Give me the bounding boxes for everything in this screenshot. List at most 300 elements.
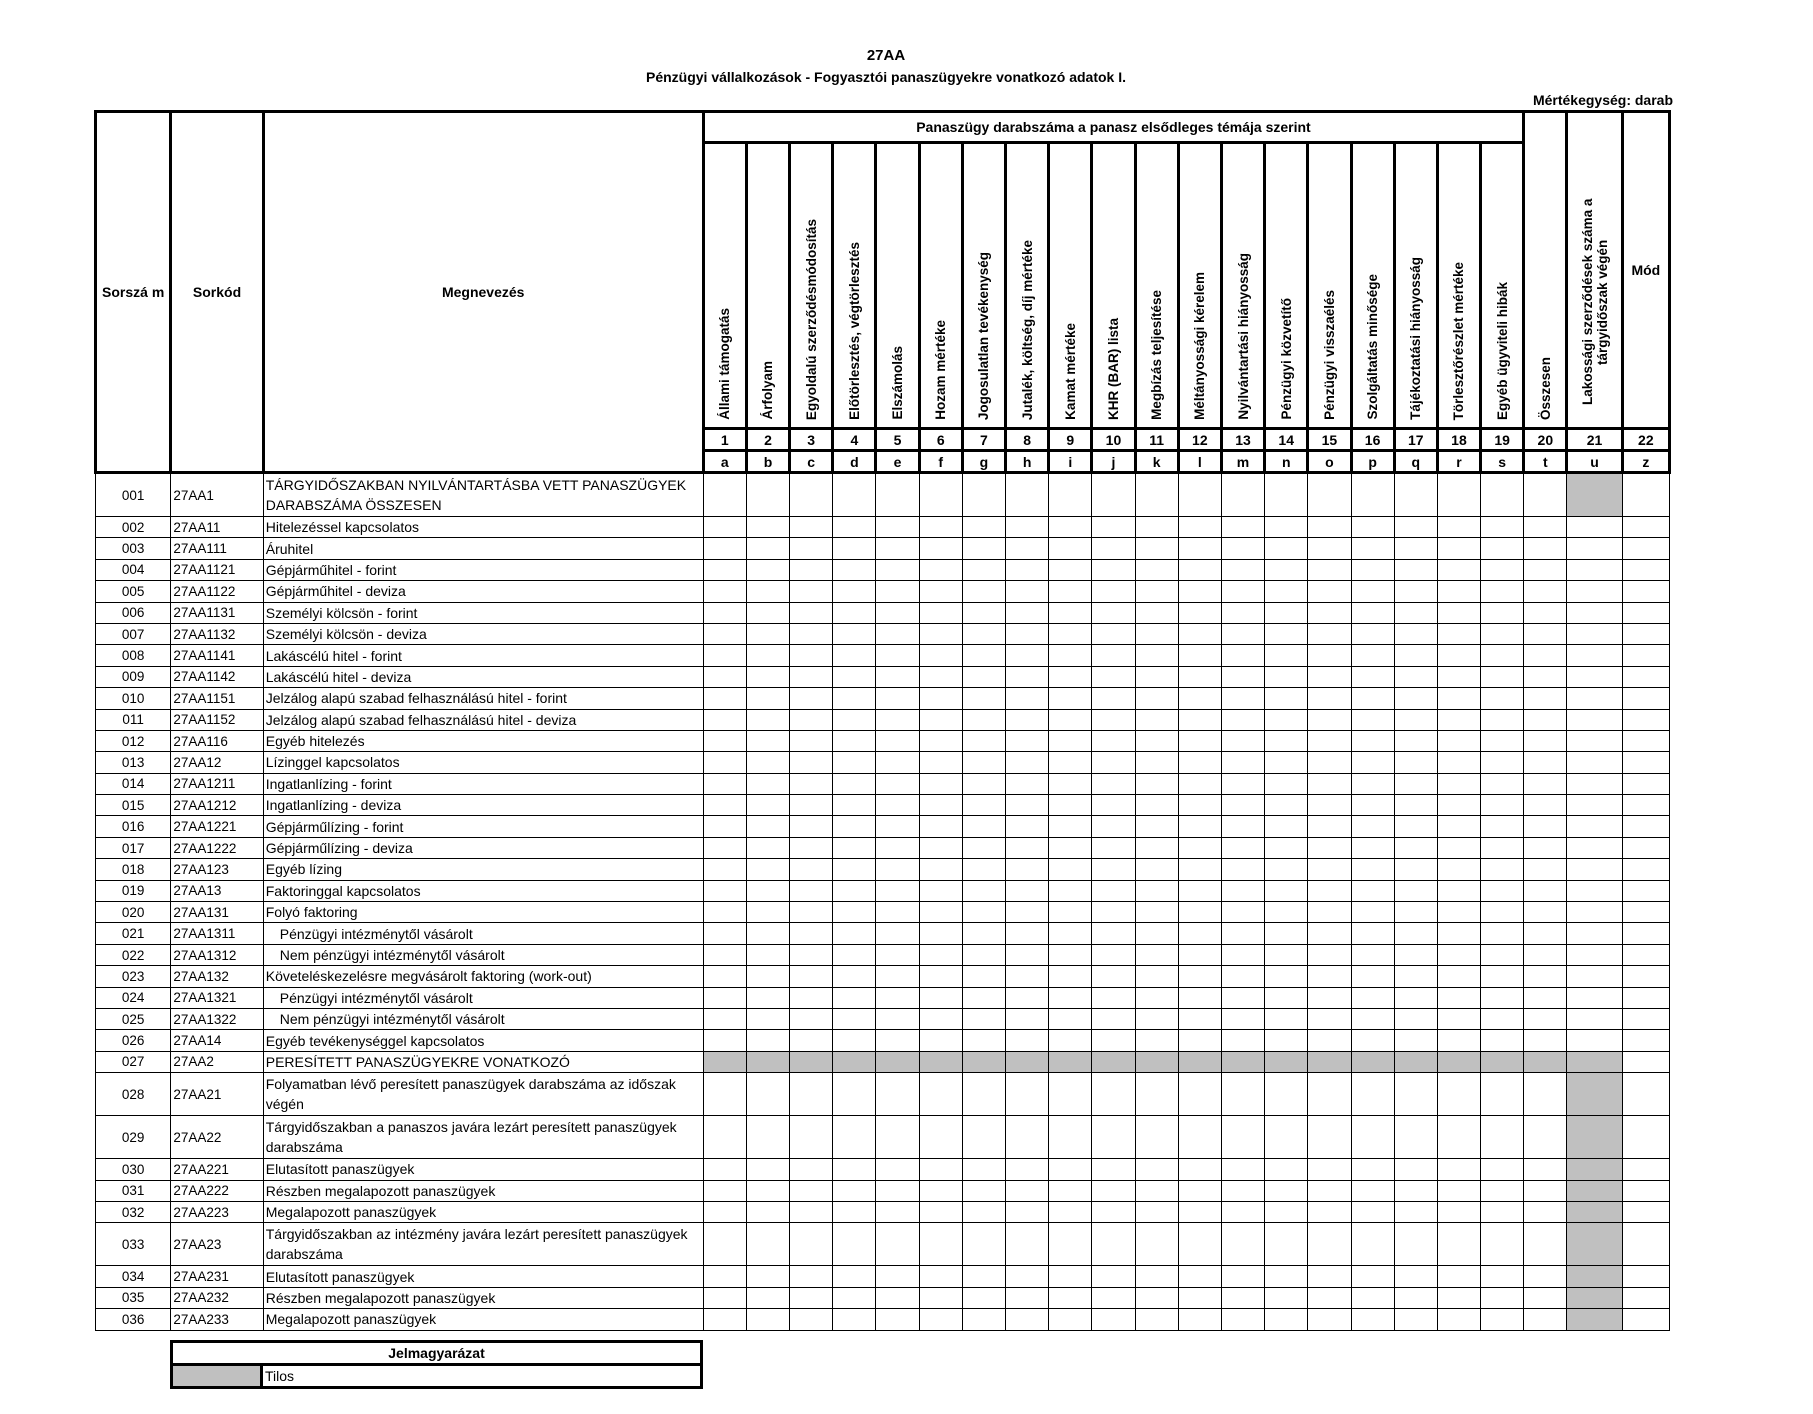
data-cell[interactable] [833, 795, 876, 816]
data-cell[interactable] [1524, 902, 1567, 923]
data-cell[interactable] [1437, 923, 1480, 944]
data-cell[interactable] [1006, 517, 1049, 538]
data-cell[interactable] [1351, 559, 1394, 580]
data-cell[interactable] [833, 473, 876, 517]
data-cell[interactable] [790, 473, 833, 517]
data-cell[interactable] [1524, 1159, 1567, 1180]
data-cell[interactable] [1308, 1287, 1351, 1308]
data-cell[interactable] [1394, 902, 1437, 923]
data-cell[interactable] [1481, 1266, 1524, 1287]
data-cell[interactable] [703, 923, 746, 944]
data-cell[interactable] [1049, 1116, 1092, 1159]
data-cell[interactable] [703, 880, 746, 901]
data-cell[interactable] [1351, 987, 1394, 1008]
data-cell[interactable] [1437, 1030, 1480, 1051]
data-cell[interactable] [1265, 666, 1308, 687]
data-cell[interactable] [1092, 1266, 1135, 1287]
data-cell[interactable] [746, 559, 789, 580]
data-cell[interactable] [790, 880, 833, 901]
data-cell[interactable] [1481, 1073, 1524, 1116]
data-cell[interactable] [1092, 752, 1135, 773]
data-cell[interactable] [1351, 773, 1394, 794]
data-cell[interactable] [1092, 1073, 1135, 1116]
data-cell[interactable] [1006, 602, 1049, 623]
data-cell[interactable] [746, 966, 789, 987]
data-cell[interactable] [919, 1201, 962, 1222]
data-cell[interactable] [1481, 538, 1524, 559]
data-cell[interactable] [1221, 859, 1264, 880]
data-cell[interactable] [703, 1223, 746, 1266]
data-cell[interactable] [962, 966, 1005, 987]
data-cell[interactable] [1308, 602, 1351, 623]
data-cell[interactable] [1481, 666, 1524, 687]
data-cell[interactable] [746, 1159, 789, 1180]
data-cell[interactable] [1351, 602, 1394, 623]
data-cell[interactable] [746, 709, 789, 730]
data-cell[interactable] [1351, 538, 1394, 559]
data-cell[interactable] [1308, 1309, 1351, 1330]
data-cell[interactable] [1308, 944, 1351, 965]
data-cell[interactable] [1178, 773, 1221, 794]
data-cell[interactable] [1221, 1201, 1264, 1222]
data-cell[interactable] [1524, 1008, 1567, 1029]
data-cell[interactable] [1006, 1180, 1049, 1201]
data-cell[interactable] [919, 1008, 962, 1029]
data-cell[interactable] [919, 645, 962, 666]
data-cell[interactable] [962, 1030, 1005, 1051]
data-cell[interactable] [703, 688, 746, 709]
data-cell[interactable] [1135, 773, 1178, 794]
data-cell[interactable] [876, 623, 919, 644]
data-cell[interactable] [1265, 538, 1308, 559]
data-cell[interactable] [1524, 1287, 1567, 1308]
data-cell[interactable] [746, 1201, 789, 1222]
data-cell[interactable] [962, 709, 1005, 730]
data-cell[interactable] [962, 623, 1005, 644]
data-cell[interactable] [1006, 581, 1049, 602]
data-cell[interactable] [1481, 473, 1524, 517]
data-cell[interactable] [1351, 837, 1394, 858]
data-cell[interactable] [1221, 559, 1264, 580]
data-cell[interactable] [1178, 1287, 1221, 1308]
data-cell[interactable] [1351, 688, 1394, 709]
data-cell[interactable] [1092, 773, 1135, 794]
data-cell[interactable] [1092, 1287, 1135, 1308]
data-cell[interactable] [1481, 709, 1524, 730]
data-cell[interactable] [833, 880, 876, 901]
data-cell[interactable] [703, 602, 746, 623]
data-cell[interactable] [1622, 1266, 1669, 1287]
data-cell[interactable] [1049, 1073, 1092, 1116]
data-cell[interactable] [1622, 923, 1669, 944]
data-cell[interactable] [833, 623, 876, 644]
data-cell[interactable] [962, 645, 1005, 666]
data-cell[interactable] [919, 1116, 962, 1159]
data-cell[interactable] [1221, 1030, 1264, 1051]
data-cell[interactable] [1394, 880, 1437, 901]
data-cell[interactable] [1308, 795, 1351, 816]
data-cell[interactable] [703, 773, 746, 794]
data-cell[interactable] [790, 666, 833, 687]
data-cell[interactable] [1437, 1116, 1480, 1159]
data-cell[interactable] [1221, 602, 1264, 623]
data-cell[interactable] [1265, 581, 1308, 602]
data-cell[interactable] [1135, 966, 1178, 987]
data-cell[interactable] [1437, 645, 1480, 666]
data-cell[interactable] [1437, 944, 1480, 965]
data-cell[interactable] [1394, 1073, 1437, 1116]
data-cell[interactable] [703, 1116, 746, 1159]
data-cell[interactable] [1567, 730, 1622, 751]
data-cell[interactable] [1567, 902, 1622, 923]
data-cell[interactable] [746, 880, 789, 901]
data-cell[interactable] [1049, 730, 1092, 751]
data-cell[interactable] [1567, 816, 1622, 837]
data-cell[interactable] [919, 987, 962, 1008]
data-cell[interactable] [1135, 837, 1178, 858]
data-cell[interactable] [1178, 559, 1221, 580]
data-cell[interactable] [1221, 816, 1264, 837]
data-cell[interactable] [1049, 623, 1092, 644]
data-cell[interactable] [1524, 623, 1567, 644]
data-cell[interactable] [790, 645, 833, 666]
data-cell[interactable] [962, 666, 1005, 687]
data-cell[interactable] [1437, 795, 1480, 816]
data-cell[interactable] [919, 559, 962, 580]
data-cell[interactable] [1006, 923, 1049, 944]
data-cell[interactable] [1622, 709, 1669, 730]
data-cell[interactable] [1437, 538, 1480, 559]
data-cell[interactable] [1524, 1309, 1567, 1330]
data-cell[interactable] [1567, 752, 1622, 773]
data-cell[interactable] [1351, 816, 1394, 837]
data-cell[interactable] [1351, 1159, 1394, 1180]
data-cell[interactable] [1092, 1223, 1135, 1266]
data-cell[interactable] [1178, 816, 1221, 837]
data-cell[interactable] [703, 1266, 746, 1287]
data-cell[interactable] [1622, 773, 1669, 794]
data-cell[interactable] [746, 517, 789, 538]
data-cell[interactable] [833, 902, 876, 923]
data-cell[interactable] [1622, 559, 1669, 580]
data-cell[interactable] [746, 473, 789, 517]
data-cell[interactable] [1524, 1073, 1567, 1116]
data-cell[interactable] [1394, 944, 1437, 965]
data-cell[interactable] [790, 816, 833, 837]
data-cell[interactable] [746, 1008, 789, 1029]
data-cell[interactable] [1265, 473, 1308, 517]
data-cell[interactable] [703, 473, 746, 517]
data-cell[interactable] [876, 773, 919, 794]
data-cell[interactable] [790, 1287, 833, 1308]
data-cell[interactable] [1221, 1223, 1264, 1266]
data-cell[interactable] [1006, 859, 1049, 880]
data-cell[interactable] [1006, 538, 1049, 559]
data-cell[interactable] [1394, 1287, 1437, 1308]
data-cell[interactable] [1394, 559, 1437, 580]
data-cell[interactable] [1006, 1159, 1049, 1180]
data-cell[interactable] [1006, 902, 1049, 923]
data-cell[interactable] [1567, 859, 1622, 880]
data-cell[interactable] [876, 816, 919, 837]
data-cell[interactable] [1049, 1309, 1092, 1330]
data-cell[interactable] [1221, 1116, 1264, 1159]
data-cell[interactable] [1049, 1159, 1092, 1180]
data-cell[interactable] [1135, 538, 1178, 559]
data-cell[interactable] [703, 1159, 746, 1180]
data-cell[interactable] [1265, 816, 1308, 837]
data-cell[interactable] [919, 1030, 962, 1051]
data-cell[interactable] [746, 923, 789, 944]
data-cell[interactable] [1481, 795, 1524, 816]
data-cell[interactable] [833, 923, 876, 944]
data-cell[interactable] [962, 902, 1005, 923]
data-cell[interactable] [1265, 880, 1308, 901]
data-cell[interactable] [962, 1159, 1005, 1180]
data-cell[interactable] [1308, 538, 1351, 559]
data-cell[interactable] [1221, 923, 1264, 944]
data-cell[interactable] [1265, 1201, 1308, 1222]
data-cell[interactable] [1135, 1116, 1178, 1159]
data-cell[interactable] [746, 602, 789, 623]
data-cell[interactable] [1622, 645, 1669, 666]
data-cell[interactable] [1135, 1180, 1178, 1201]
data-cell[interactable] [1265, 773, 1308, 794]
data-cell[interactable] [1178, 752, 1221, 773]
data-cell[interactable] [746, 816, 789, 837]
data-cell[interactable] [1394, 1116, 1437, 1159]
data-cell[interactable] [1351, 1116, 1394, 1159]
data-cell[interactable] [1622, 859, 1669, 880]
data-cell[interactable] [1221, 1266, 1264, 1287]
data-cell[interactable] [746, 944, 789, 965]
data-cell[interactable] [1567, 666, 1622, 687]
data-cell[interactable] [1049, 859, 1092, 880]
data-cell[interactable] [1265, 688, 1308, 709]
data-cell[interactable] [1178, 902, 1221, 923]
data-cell[interactable] [1351, 645, 1394, 666]
data-cell[interactable] [1178, 1201, 1221, 1222]
data-cell[interactable] [833, 944, 876, 965]
data-cell[interactable] [1092, 666, 1135, 687]
data-cell[interactable] [1524, 795, 1567, 816]
data-cell[interactable] [919, 773, 962, 794]
data-cell[interactable] [1481, 752, 1524, 773]
data-cell[interactable] [703, 1287, 746, 1308]
data-cell[interactable] [1481, 837, 1524, 858]
data-cell[interactable] [1308, 1223, 1351, 1266]
data-cell[interactable] [876, 795, 919, 816]
data-cell[interactable] [1437, 987, 1480, 1008]
data-cell[interactable] [1092, 902, 1135, 923]
data-cell[interactable] [833, 517, 876, 538]
data-cell[interactable] [1437, 517, 1480, 538]
data-cell[interactable] [1049, 773, 1092, 794]
data-cell[interactable] [1524, 517, 1567, 538]
data-cell[interactable] [1437, 1309, 1480, 1330]
data-cell[interactable] [1178, 1116, 1221, 1159]
data-cell[interactable] [746, 538, 789, 559]
data-cell[interactable] [1221, 666, 1264, 687]
data-cell[interactable] [1221, 709, 1264, 730]
data-cell[interactable] [1437, 688, 1480, 709]
data-cell[interactable] [1135, 1201, 1178, 1222]
data-cell[interactable] [1567, 987, 1622, 1008]
data-cell[interactable] [703, 517, 746, 538]
data-cell[interactable] [962, 1287, 1005, 1308]
data-cell[interactable] [1178, 581, 1221, 602]
data-cell[interactable] [1622, 816, 1669, 837]
data-cell[interactable] [1049, 1266, 1092, 1287]
data-cell[interactable] [833, 666, 876, 687]
data-cell[interactable] [1049, 752, 1092, 773]
data-cell[interactable] [833, 730, 876, 751]
data-cell[interactable] [703, 1180, 746, 1201]
data-cell[interactable] [1394, 709, 1437, 730]
data-cell[interactable] [1622, 473, 1669, 517]
data-cell[interactable] [833, 1223, 876, 1266]
data-cell[interactable] [876, 559, 919, 580]
data-cell[interactable] [1135, 1008, 1178, 1029]
data-cell[interactable] [919, 944, 962, 965]
data-cell[interactable] [1622, 987, 1669, 1008]
data-cell[interactable] [1308, 1008, 1351, 1029]
data-cell[interactable] [1524, 752, 1567, 773]
data-cell[interactable] [1481, 773, 1524, 794]
data-cell[interactable] [1178, 623, 1221, 644]
data-cell[interactable] [1622, 688, 1669, 709]
data-cell[interactable] [1135, 581, 1178, 602]
data-cell[interactable] [1221, 688, 1264, 709]
data-cell[interactable] [1221, 517, 1264, 538]
data-cell[interactable] [790, 923, 833, 944]
data-cell[interactable] [1481, 966, 1524, 987]
data-cell[interactable] [962, 559, 1005, 580]
data-cell[interactable] [833, 1116, 876, 1159]
data-cell[interactable] [1092, 966, 1135, 987]
data-cell[interactable] [1394, 923, 1437, 944]
data-cell[interactable] [790, 966, 833, 987]
data-cell[interactable] [790, 859, 833, 880]
data-cell[interactable] [876, 966, 919, 987]
data-cell[interactable] [1394, 752, 1437, 773]
data-cell[interactable] [1437, 1159, 1480, 1180]
data-cell[interactable] [1178, 795, 1221, 816]
data-cell[interactable] [876, 666, 919, 687]
data-cell[interactable] [833, 1073, 876, 1116]
data-cell[interactable] [919, 517, 962, 538]
data-cell[interactable] [919, 1287, 962, 1308]
data-cell[interactable] [1049, 473, 1092, 517]
data-cell[interactable] [790, 987, 833, 1008]
data-cell[interactable] [1178, 1008, 1221, 1029]
data-cell[interactable] [1178, 666, 1221, 687]
data-cell[interactable] [703, 859, 746, 880]
data-cell[interactable] [790, 581, 833, 602]
data-cell[interactable] [1049, 880, 1092, 901]
data-cell[interactable] [1437, 880, 1480, 901]
data-cell[interactable] [1524, 581, 1567, 602]
data-cell[interactable] [876, 1159, 919, 1180]
data-cell[interactable] [1265, 1180, 1308, 1201]
data-cell[interactable] [919, 859, 962, 880]
data-cell[interactable] [1394, 602, 1437, 623]
data-cell[interactable] [1308, 666, 1351, 687]
data-cell[interactable] [1092, 837, 1135, 858]
data-cell[interactable] [1006, 1030, 1049, 1051]
data-cell[interactable] [1221, 880, 1264, 901]
data-cell[interactable] [1308, 837, 1351, 858]
data-cell[interactable] [833, 1159, 876, 1180]
data-cell[interactable] [919, 1159, 962, 1180]
data-cell[interactable] [1265, 837, 1308, 858]
data-cell[interactable] [703, 795, 746, 816]
data-cell[interactable] [1092, 602, 1135, 623]
data-cell[interactable] [1437, 1073, 1480, 1116]
data-cell[interactable] [1135, 1223, 1178, 1266]
data-cell[interactable] [1092, 1116, 1135, 1159]
data-cell[interactable] [1308, 987, 1351, 1008]
data-cell[interactable] [1308, 1159, 1351, 1180]
data-cell[interactable] [703, 1073, 746, 1116]
data-cell[interactable] [1265, 1266, 1308, 1287]
data-cell[interactable] [1567, 923, 1622, 944]
data-cell[interactable] [876, 730, 919, 751]
data-cell[interactable] [703, 709, 746, 730]
data-cell[interactable] [833, 559, 876, 580]
data-cell[interactable] [1265, 645, 1308, 666]
data-cell[interactable] [919, 473, 962, 517]
data-cell[interactable] [833, 987, 876, 1008]
data-cell[interactable] [790, 538, 833, 559]
data-cell[interactable] [1265, 517, 1308, 538]
data-cell[interactable] [833, 1287, 876, 1308]
data-cell[interactable] [1481, 730, 1524, 751]
data-cell[interactable] [876, 517, 919, 538]
data-cell[interactable] [1006, 666, 1049, 687]
data-cell[interactable] [876, 859, 919, 880]
data-cell[interactable] [1135, 816, 1178, 837]
data-cell[interactable] [1437, 773, 1480, 794]
data-cell[interactable] [1308, 1180, 1351, 1201]
data-cell[interactable] [1567, 623, 1622, 644]
data-cell[interactable] [1265, 966, 1308, 987]
data-cell[interactable] [703, 752, 746, 773]
data-cell[interactable] [1006, 1073, 1049, 1116]
data-cell[interactable] [1481, 602, 1524, 623]
data-cell[interactable] [1394, 987, 1437, 1008]
data-cell[interactable] [1308, 923, 1351, 944]
data-cell[interactable] [1135, 473, 1178, 517]
data-cell[interactable] [1178, 859, 1221, 880]
data-cell[interactable] [919, 837, 962, 858]
data-cell[interactable] [876, 1287, 919, 1308]
data-cell[interactable] [833, 816, 876, 837]
data-cell[interactable] [1567, 795, 1622, 816]
data-cell[interactable] [1481, 1309, 1524, 1330]
data-cell[interactable] [1092, 923, 1135, 944]
data-cell[interactable] [1265, 1309, 1308, 1330]
data-cell[interactable] [790, 1309, 833, 1330]
data-cell[interactable] [1049, 559, 1092, 580]
data-cell[interactable] [1622, 1073, 1669, 1116]
data-cell[interactable] [1135, 944, 1178, 965]
data-cell[interactable] [1135, 1266, 1178, 1287]
data-cell[interactable] [833, 1266, 876, 1287]
data-cell[interactable] [1092, 1201, 1135, 1222]
data-cell[interactable] [1567, 581, 1622, 602]
data-cell[interactable] [1622, 581, 1669, 602]
